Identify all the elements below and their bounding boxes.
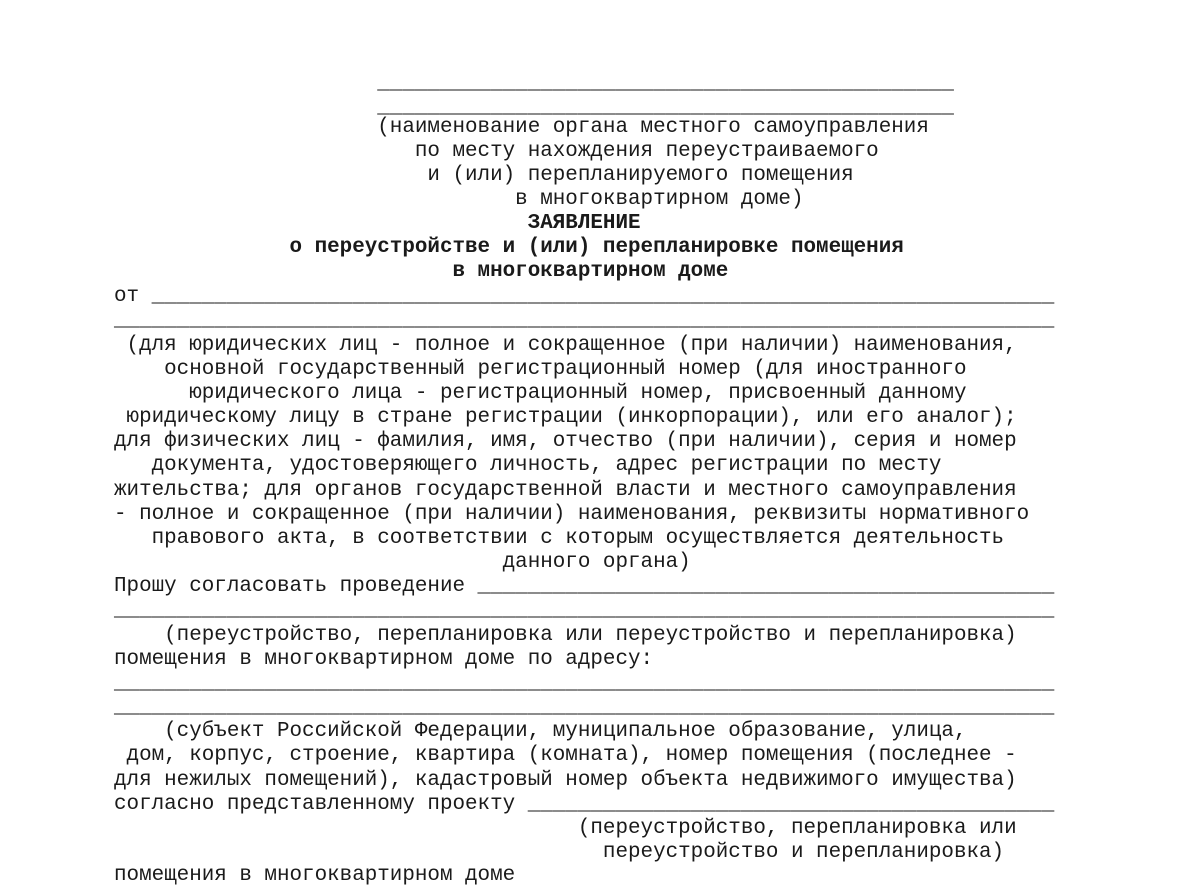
document-title: ЗАЯВЛЕНИЕ	[114, 212, 641, 235]
request-works-blank-line: ___________________________________________________________________________	[114, 599, 1055, 622]
authority-caption-line-4: в многоквартирном доме)	[114, 188, 804, 211]
project-field: согласно представленному проекту __________________________________________	[114, 793, 1055, 816]
request-works-caption: (переустройство, перепланировка или переустройство и перепланировка)	[114, 624, 1017, 647]
authority-caption-line-1: (наименование органа местного самоуправления	[114, 116, 929, 139]
address-label: помещения в многоквартирном доме по адресу:	[114, 648, 654, 671]
applicant-caption-line-7: жительства; для органов государственной власти и местного самоуправления	[114, 479, 1017, 502]
premises-partial-line: помещения в многоквартирном доме	[114, 864, 516, 887]
applicant-caption-line-5: для физических лиц - фамилия, имя, отчество (при наличии), серия и номер	[114, 430, 1017, 453]
applicant-caption-line-9: правового акта, в соответствии с которым осуществляется деятельность	[114, 527, 1005, 550]
project-caption-line-2: переустройство и перепланировка)	[114, 841, 1005, 864]
applicant-caption-line-8: - полное и сокращенное (при наличии) наименования, реквизиты нормативного	[114, 503, 1030, 526]
authority-caption-line-3: и (или) перепланируемого помещения	[114, 164, 854, 187]
applicant-from-field: от ________________________________________________________________________	[114, 285, 1055, 308]
document-subtitle-line-2: в многоквартирном доме	[114, 260, 729, 283]
applicant-caption-line-10: данного органа)	[114, 551, 691, 574]
address-caption-line-2: дом, корпус, строение, квартира (комната), номер помещения (последнее -	[114, 744, 1017, 767]
document-subtitle-line-1: о переустройстве и (или) перепланировке помещения	[114, 236, 904, 259]
address-blank-line-2: ___________________________________________________________________________	[114, 696, 1055, 719]
applicant-caption-line-4: юридическому лицу в стране регистрации (инкорпорации), или его аналог);	[114, 406, 1017, 429]
applicant-blank-line: ___________________________________________________________________________	[114, 309, 1055, 332]
applicant-caption-line-2: основной государственный регистрационный номер (для иностранного	[114, 358, 967, 381]
address-caption-line-1: (субъект Российской Федерации, муниципальное образование, улица,	[114, 720, 967, 743]
applicant-caption-line-6: документа, удостоверяющего личность, адрес регистрации по месту	[114, 454, 942, 477]
address-caption-line-3: для нежилых помещений), кадастровый номер объекта недвижимого имущества)	[114, 769, 1017, 792]
applicant-caption-line-1: (для юридических лиц - полное и сокращенное (при наличии) наименования,	[114, 334, 1017, 357]
authority-name-blank-1: ______________________________________________	[114, 72, 954, 95]
authority-caption-line-2: по месту нахождения переустраиваемого	[114, 140, 879, 163]
address-blank-line-1: ___________________________________________________________________________	[114, 672, 1055, 695]
authority-name-blank-2: ______________________________________________	[114, 96, 954, 119]
request-works-field: Прошу согласовать проведение ______________________________________________	[114, 575, 1055, 598]
project-caption-line-1: (переустройство, перепланировка или	[114, 817, 1017, 840]
applicant-caption-line-3: юридического лица - регистрационный номер, присвоенный данному	[114, 382, 967, 405]
